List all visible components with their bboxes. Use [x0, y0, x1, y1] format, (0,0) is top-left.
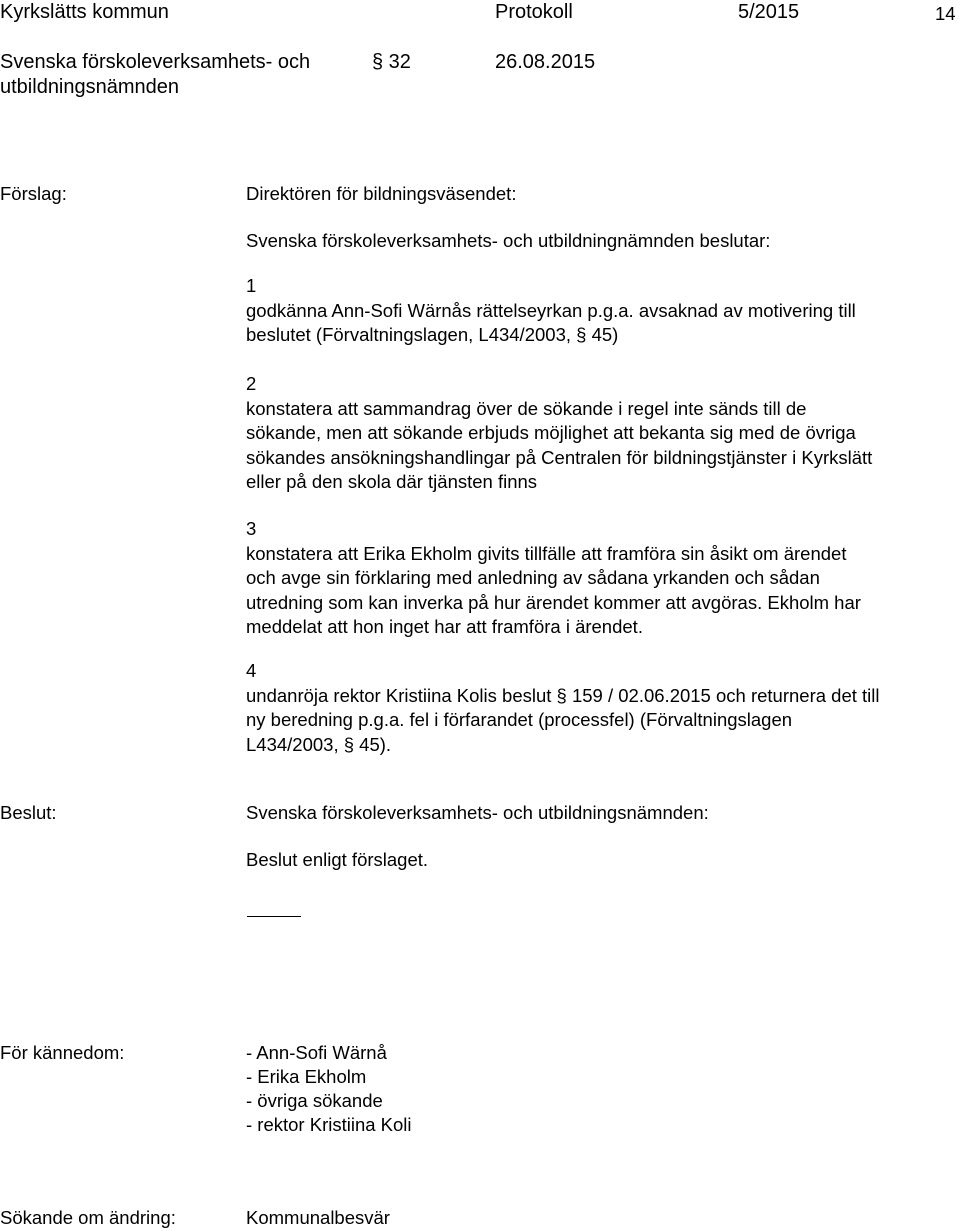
list-item: - övriga sökande	[246, 1090, 383, 1111]
proposal-item-3	[246, 517, 958, 640]
page-number: 14	[935, 3, 956, 24]
item-line: sökande, men att sökande erbjuds möjlighet att bekanta sig med de övriga	[246, 422, 856, 443]
section-number: § 32	[372, 51, 411, 73]
proposal-label: Förslag:	[0, 183, 67, 204]
item-line: L434/2003, § 45).	[246, 733, 392, 755]
item-line: konstatera att sammandrag över de sökande i regel inte sänds till de	[246, 397, 807, 419]
decision-body: Svenska förskoleverksamhets- och utbildningsnämnden:	[246, 802, 709, 823]
meeting-date: 26.08.2015	[495, 51, 596, 73]
item-line: beslutet (Förvaltningslagen, L434/2003, § 45)	[246, 324, 619, 345]
proposal-item-4	[246, 659, 958, 757]
document-type: Protokoll	[495, 1, 573, 23]
appeal-label: Sökande om ändring:	[0, 1207, 176, 1228]
list-item: - Erika Ekholm	[246, 1066, 367, 1087]
item-line: utredning som kan inverka på hur ärendet kommer att avgöras. Ekholm har	[246, 591, 861, 613]
item-line: sökandes ansökningshandlingar på Centralen för bildningstjänster i Kyrkslätt	[246, 446, 873, 468]
item-line: godkänna Ann-Sofi Wärnås rättelseyrkan p.g.a. avsaknad av motivering till	[246, 299, 856, 321]
item-number: 1	[246, 275, 257, 296]
separator-line	[247, 916, 301, 917]
item-number: 3	[246, 518, 257, 539]
item-line: undanröja rektor Kristiina Kolis beslut § 159 / 02.06.2015 och returnera det till	[246, 684, 880, 706]
item-number: 4	[246, 660, 257, 681]
item-line: ny beredning p.g.a. fel i förfarandet (processfel) (Förvaltningslagen	[246, 709, 793, 730]
notice-label: För kännedom:	[0, 1042, 125, 1063]
item-line: konstatera att Erika Ekholm givits tillfälle att framföra sin åsikt om ärendet	[246, 542, 847, 564]
committee-name-line2: utbildningsnämnden	[0, 76, 180, 98]
notice-recipient-list	[246, 1041, 412, 1137]
proposal-intro: Svenska förskoleverksamhets- och utbildningnämnden beslutar:	[246, 230, 771, 251]
protocol-number: 5/2015	[738, 1, 800, 23]
item-line: meddelat att hon inget har att framföra i ärendet.	[246, 616, 643, 637]
item-line: och avge sin förklaring med anledning av sådana yrkanden och sådan	[246, 567, 820, 588]
item-line: eller på den skola där tjänsten finns	[246, 471, 538, 492]
committee-name-line1: Svenska förskoleverksamhets- och	[0, 51, 311, 73]
proposal-item-1	[246, 274, 958, 348]
municipality-name: Kyrkslätts kommun	[0, 1, 169, 23]
appeal-value: Kommunalbesvär	[246, 1207, 390, 1228]
list-item: - rektor Kristiina Koli	[246, 1114, 412, 1135]
list-item: - Ann-Sofi Wärnå	[246, 1042, 387, 1063]
item-number: 2	[246, 373, 257, 394]
decision-label: Beslut:	[0, 802, 57, 823]
proposer: Direktören för bildningsväsendet:	[246, 183, 517, 204]
decision-text: Beslut enligt förslaget.	[246, 849, 429, 870]
proposal-item-2	[246, 372, 958, 495]
